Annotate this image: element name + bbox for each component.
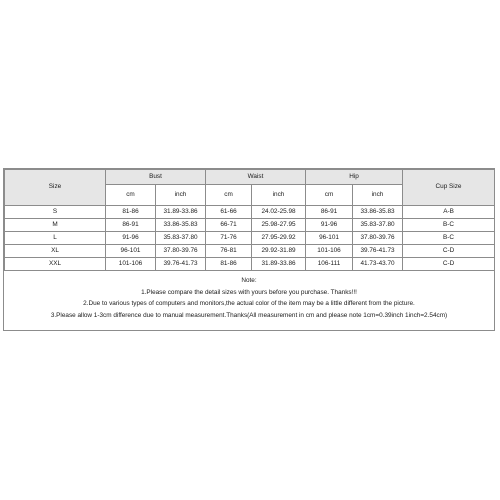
notes-title: Note: [241, 277, 257, 284]
table-cell: 33.86-35.83 [156, 219, 206, 232]
table-cell: 27.95-29.92 [252, 232, 306, 245]
table-cell: XL [5, 245, 106, 258]
table-cell: C-D [403, 258, 495, 271]
bust-header: Bust [106, 170, 206, 185]
hip-cm-header: cm [306, 185, 353, 206]
table-cell: 101-106 [306, 245, 353, 258]
table-cell: 71-76 [206, 232, 252, 245]
table-cell: A-B [403, 206, 495, 219]
waist-cm-header: cm [206, 185, 252, 206]
table-cell: 86-91 [106, 219, 156, 232]
notes-section [4, 271, 494, 321]
table-row [5, 258, 495, 271]
size-chart [3, 168, 495, 331]
note-line: 2.Due to various types of computers and monitors,the actual color of the item may be a little different from the picture. [83, 300, 415, 307]
note-line: 3.Please allow 1-3cm difference due to manual measurement.Thanks(All measurement in cm and please note 1cm=0.39inch 1inch=2.54cm) [50, 311, 448, 319]
table-row [5, 206, 495, 219]
table-cell: 91-96 [106, 232, 156, 245]
table-cell: 35.83-37.80 [353, 219, 403, 232]
table-row [5, 219, 495, 232]
table-cell: 37.80-39.76 [353, 232, 403, 245]
hip-header: Hip [306, 170, 403, 185]
table-cell: 86-91 [306, 206, 353, 219]
size-header: Size [5, 170, 106, 206]
note-line: 1.Please compare the detail sizes with yours before you purchase. Thanks!!! [141, 288, 357, 296]
cup-size-header: Cup Size [403, 170, 495, 206]
table-cell: 106-111 [306, 258, 353, 271]
hip-inch-header: inch [353, 185, 403, 206]
table-cell: 31.89-33.86 [156, 206, 206, 219]
table-cell: 41.73-43.70 [353, 258, 403, 271]
table-cell: 96-101 [306, 232, 353, 245]
table-cell: 81-86 [106, 206, 156, 219]
table-cell: C-D [403, 245, 495, 258]
table-cell: 76-81 [206, 245, 252, 258]
table-cell: 39.76-41.73 [156, 258, 206, 271]
table-cell: XXL [5, 258, 106, 271]
table-cell: M [5, 219, 106, 232]
table-cell: 91-96 [306, 219, 353, 232]
table-body [5, 206, 495, 271]
table-cell: L [5, 232, 106, 245]
table-cell: 61-66 [206, 206, 252, 219]
table-row [5, 232, 495, 245]
table-cell: 35.83-37.80 [156, 232, 206, 245]
table-cell: 31.89-33.86 [252, 258, 306, 271]
table-cell: 33.86-35.83 [353, 206, 403, 219]
table-cell: 81-86 [206, 258, 252, 271]
bust-cm-header: cm [106, 185, 156, 206]
table-cell: 96-101 [106, 245, 156, 258]
bust-inch-header: inch [156, 185, 206, 206]
table-cell: 29.92-31.89 [252, 245, 306, 258]
table-cell: 37.80-39.76 [156, 245, 206, 258]
table-cell: 25.98-27.95 [252, 219, 306, 232]
table-cell: B-C [403, 232, 495, 245]
table-cell: S [5, 206, 106, 219]
table-cell: 39.76-41.73 [353, 245, 403, 258]
waist-inch-header: inch [252, 185, 306, 206]
size-table [4, 169, 495, 271]
waist-header: Waist [206, 170, 306, 185]
table-cell: 66-71 [206, 219, 252, 232]
table-cell: 101-106 [106, 258, 156, 271]
table-cell: B-C [403, 219, 495, 232]
table-row [5, 245, 495, 258]
table-cell: 24.02-25.98 [252, 206, 306, 219]
